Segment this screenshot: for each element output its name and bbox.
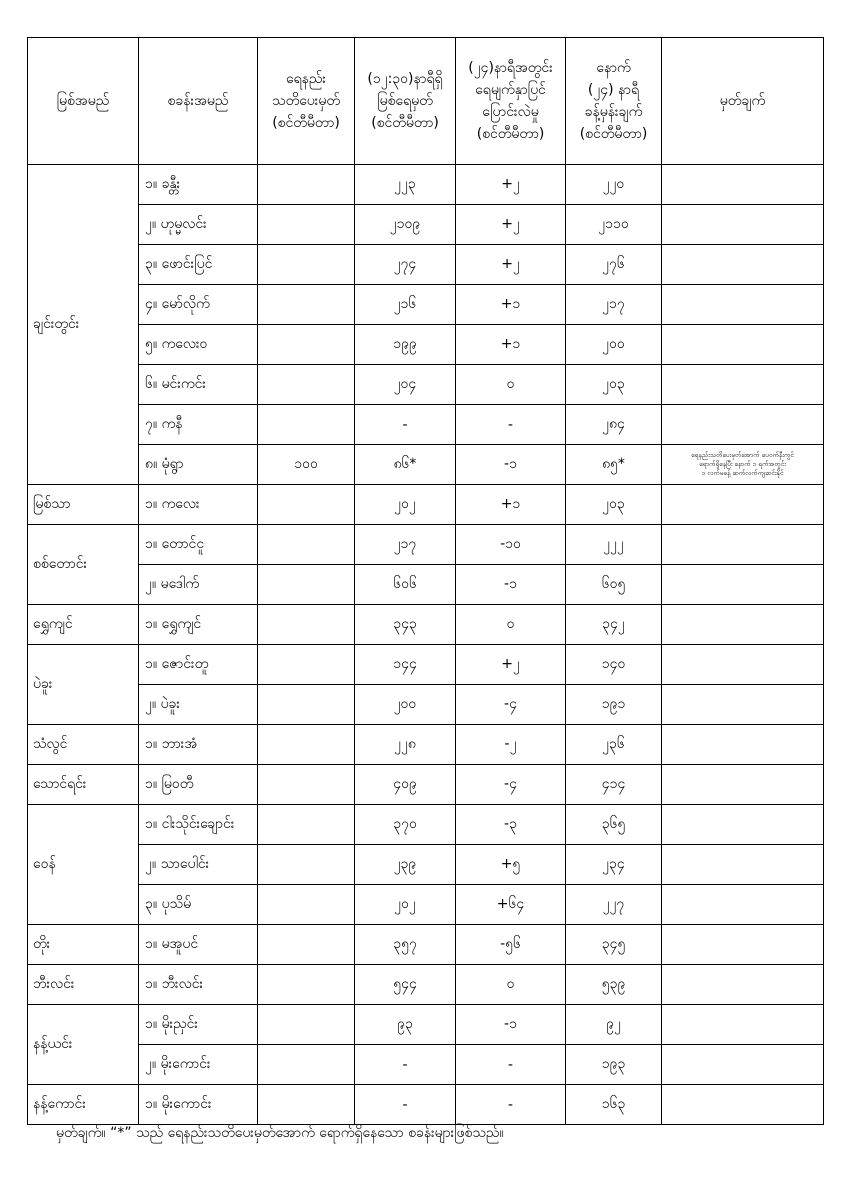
forecast-cell: ၂၀၃ bbox=[566, 485, 662, 525]
water-level-cell: ၁၄၄ bbox=[355, 645, 456, 685]
remark-cell bbox=[662, 965, 824, 1005]
remark-cell bbox=[662, 165, 824, 205]
station-name-cell: ၃။ ပုသိမ် bbox=[139, 885, 258, 925]
forecast-cell: ၂၀၀ bbox=[566, 325, 662, 365]
table-row bbox=[28, 405, 824, 445]
table-row bbox=[28, 485, 824, 525]
table-row bbox=[28, 285, 824, 325]
table-row bbox=[28, 805, 824, 845]
station-name-cell: ၁။ ရွှေကျင် bbox=[139, 605, 258, 645]
header-line: (၂၄)နာရီအတွင်း bbox=[468, 60, 553, 76]
table-row bbox=[28, 1085, 824, 1125]
water-level-cell: ၂၁၀၉ bbox=[355, 205, 456, 245]
change-cell: -၁ bbox=[456, 1005, 566, 1045]
change-cell: ၀ bbox=[456, 605, 566, 645]
low-water-warning-cell bbox=[258, 645, 355, 685]
table-row bbox=[28, 245, 824, 285]
station-name-cell: ၁။ တောင်ငူ bbox=[139, 525, 258, 565]
table-row bbox=[28, 1005, 824, 1045]
header-line: စခန်းအမည် bbox=[167, 93, 229, 109]
low-water-warning-cell bbox=[258, 405, 355, 445]
table-row bbox=[28, 845, 824, 885]
remark-cell bbox=[662, 925, 824, 965]
forecast-cell: ၂၂၀ bbox=[566, 165, 662, 205]
remark-cell bbox=[662, 205, 824, 245]
forecast-cell: ၂၂၂ bbox=[566, 525, 662, 565]
forecast-cell: ၅၃၉ bbox=[566, 965, 662, 1005]
header-low-water-warning bbox=[258, 38, 355, 165]
table-row bbox=[28, 565, 824, 605]
forecast-cell: ၂၃၄ bbox=[566, 845, 662, 885]
forecast-cell: ၉၂ bbox=[566, 1005, 662, 1045]
remark-cell bbox=[662, 285, 824, 325]
header-line: (၁၂:၃၀)နာရီရှိ bbox=[367, 71, 443, 87]
water-level-cell: ၂၀၄ bbox=[355, 365, 456, 405]
remark-cell bbox=[662, 405, 824, 445]
station-name-cell: ၃။ ဖောင်းပြင် bbox=[139, 245, 258, 285]
river-name-cell: မြစ်သာ bbox=[28, 485, 139, 525]
forecast-cell: ၂၂၇ bbox=[566, 885, 662, 925]
station-name-cell: ၁။ ဘီးလင်း bbox=[139, 965, 258, 1005]
table-body bbox=[28, 165, 824, 1125]
change-cell: +၁ bbox=[456, 285, 566, 325]
remark-cell bbox=[662, 765, 824, 805]
header-line: (စင်တီမီတာ) bbox=[272, 115, 340, 131]
table-row bbox=[28, 685, 824, 725]
water-level-sheet bbox=[27, 37, 823, 1125]
station-name-cell: ၁။ ဇောင်းတူ bbox=[139, 645, 258, 685]
change-cell: -၁၀ bbox=[456, 525, 566, 565]
table-row bbox=[28, 965, 824, 1005]
table-row bbox=[28, 1045, 824, 1085]
water-level-cell: ၆၀၆ bbox=[355, 565, 456, 605]
station-name-cell: ၁။ မအူပင် bbox=[139, 925, 258, 965]
water-level-cell: ၃၅၇ bbox=[355, 925, 456, 965]
low-water-warning-cell: ၁၀၀ bbox=[258, 445, 355, 485]
footnote: မှတ်ချက်။ “*” သည် ရေနည်းသတိပေးမှတ်အောက် ရောက်ရှိနေသော စခန်းများဖြစ်သည်။ bbox=[56, 1125, 504, 1141]
change-cell: -၁ bbox=[456, 565, 566, 605]
header-line: ရေမျက်နှာပြင် bbox=[475, 82, 546, 98]
header-line: သတိပေးမှတ် bbox=[272, 93, 340, 109]
table-header-row bbox=[28, 38, 824, 165]
river-name-cell: နန့်ယင်း bbox=[28, 1005, 139, 1085]
station-name-cell: ၁။ ငါးသိုင်းချောင်း bbox=[139, 805, 258, 845]
water-level-cell: ၈၆* bbox=[355, 445, 456, 485]
low-water-warning-cell bbox=[258, 885, 355, 925]
remark-cell bbox=[662, 685, 824, 725]
forecast-cell: ၁၉၃ bbox=[566, 1045, 662, 1085]
remark-cell bbox=[662, 525, 824, 565]
water-level-cell: ၂၁၇ bbox=[355, 525, 456, 565]
change-cell: -၄ bbox=[456, 765, 566, 805]
water-level-cell: - bbox=[355, 1045, 456, 1085]
forecast-cell: ၂၀၃ bbox=[566, 365, 662, 405]
header-24h-forecast bbox=[566, 38, 662, 165]
header-24h-change bbox=[456, 38, 566, 165]
river-name-cell: ပဲခူး bbox=[28, 645, 139, 725]
low-water-warning-cell bbox=[258, 845, 355, 885]
river-name-cell: တိုး bbox=[28, 925, 139, 965]
table-row bbox=[28, 765, 824, 805]
header-line: (စင်တီမီတာ) bbox=[579, 126, 648, 142]
change-cell: +၅ bbox=[456, 845, 566, 885]
remark-cell bbox=[662, 805, 824, 845]
low-water-warning-cell bbox=[258, 525, 355, 565]
remark-cell bbox=[662, 1045, 824, 1085]
change-cell: +၁ bbox=[456, 485, 566, 525]
river-name-cell: စစ်တောင်း bbox=[28, 525, 139, 605]
table-row bbox=[28, 165, 824, 205]
table-row bbox=[28, 885, 824, 925]
low-water-warning-cell bbox=[258, 165, 355, 205]
station-name-cell: ၁။ မြဝတီ bbox=[139, 765, 258, 805]
remark-cell bbox=[662, 725, 824, 765]
water-level-cell: ၁၉၉ bbox=[355, 325, 456, 365]
water-level-cell: ၃၇၀ bbox=[355, 805, 456, 845]
forecast-cell: ၂၈၄ bbox=[566, 405, 662, 445]
table-row bbox=[28, 725, 824, 765]
remark-line: ရေနည်းသတိပေးမှတ်အောက် ပေ၀က်နီးကွင် bbox=[691, 451, 794, 459]
change-cell: +၂ bbox=[456, 645, 566, 685]
water-level-cell: - bbox=[355, 405, 456, 445]
station-name-cell: ၈။ မုံရွာ bbox=[139, 445, 258, 485]
remark-cell bbox=[662, 445, 824, 485]
water-level-cell: ၂၀၀ bbox=[355, 685, 456, 725]
low-water-warning-cell bbox=[258, 245, 355, 285]
water-level-cell: ၂၃၉ bbox=[355, 845, 456, 885]
change-cell: - bbox=[456, 1045, 566, 1085]
low-water-warning-cell bbox=[258, 485, 355, 525]
remark-cell bbox=[662, 845, 824, 885]
remark-cell bbox=[662, 325, 824, 365]
remark-cell bbox=[662, 645, 824, 685]
low-water-warning-cell bbox=[258, 765, 355, 805]
water-level-cell: ၂၇၄ bbox=[355, 245, 456, 285]
header-line: (၂၄) နာရီ bbox=[587, 82, 640, 98]
station-name-cell: ၂။ မိုးကောင်း bbox=[139, 1045, 258, 1085]
remark-cell bbox=[662, 605, 824, 645]
table-row bbox=[28, 925, 824, 965]
change-cell: +၆၄ bbox=[456, 885, 566, 925]
water-level-cell: ၂၂၈ bbox=[355, 725, 456, 765]
low-water-warning-cell bbox=[258, 1005, 355, 1045]
low-water-warning-cell bbox=[258, 805, 355, 845]
low-water-warning-cell bbox=[258, 325, 355, 365]
river-name-cell: ချင်းတွင်း bbox=[28, 165, 139, 485]
header-line: မြစ်အမည် bbox=[56, 93, 110, 109]
remark-line: ရောက်ရှိနေပြီး နောက် ၁ ရက်အတွင်း bbox=[699, 460, 786, 468]
header-line: မြစ်ရေမှတ် bbox=[377, 93, 433, 109]
forecast-cell: ၂၁၁၀ bbox=[566, 205, 662, 245]
water-level-cell: ၅၄၄ bbox=[355, 965, 456, 1005]
forecast-cell: ၁၆၃ bbox=[566, 1085, 662, 1125]
header-line: မှတ်ချက် bbox=[719, 93, 766, 109]
table-row bbox=[28, 325, 824, 365]
change-cell: -၃ bbox=[456, 805, 566, 845]
station-name-cell: ၂။ ဟုမ္မလင်း bbox=[139, 205, 258, 245]
change-cell: +၂ bbox=[456, 245, 566, 285]
station-name-cell: ၁။ ကလေး bbox=[139, 485, 258, 525]
change-cell: ၀ bbox=[456, 965, 566, 1005]
water-level-cell: ၃၄၃ bbox=[355, 605, 456, 645]
station-name-cell: ၂။ သာပေါင်း bbox=[139, 845, 258, 885]
table-row bbox=[28, 525, 824, 565]
change-cell: +၁ bbox=[456, 325, 566, 365]
low-water-warning-cell bbox=[258, 925, 355, 965]
remark-cell bbox=[662, 1085, 824, 1125]
water-level-cell: ၉၃ bbox=[355, 1005, 456, 1045]
station-name-cell: ၁။ မိုးကောင်း bbox=[139, 1085, 258, 1125]
table-row bbox=[28, 205, 824, 245]
remark-cell bbox=[662, 885, 824, 925]
header-line: (စင်တီမီတာ) bbox=[371, 115, 439, 131]
remark-cell bbox=[662, 245, 824, 285]
water-level-cell: ၂၂၃ bbox=[355, 165, 456, 205]
low-water-warning-cell bbox=[258, 725, 355, 765]
remark-cell bbox=[662, 485, 824, 525]
low-water-warning-cell bbox=[258, 365, 355, 405]
water-level-cell: - bbox=[355, 1085, 456, 1125]
header-water-level bbox=[355, 38, 456, 165]
river-name-cell: သံလွင် bbox=[28, 725, 139, 765]
remark-cell bbox=[662, 365, 824, 405]
water-level-cell: ၄၀၉ bbox=[355, 765, 456, 805]
header-line: ရေနည်း bbox=[286, 71, 326, 87]
station-name-cell: ၁။ ခန္တီး bbox=[139, 165, 258, 205]
table-row bbox=[28, 445, 824, 485]
change-cell: - bbox=[456, 405, 566, 445]
remark-cell bbox=[662, 1005, 824, 1045]
low-water-warning-cell bbox=[258, 685, 355, 725]
station-name-cell: ၁။ မိုးညှင်း bbox=[139, 1005, 258, 1045]
water-level-cell: ၂၀၂ bbox=[355, 885, 456, 925]
table-row bbox=[28, 605, 824, 645]
forecast-cell: ၄၁၄ bbox=[566, 765, 662, 805]
low-water-warning-cell bbox=[258, 205, 355, 245]
station-name-cell: ၆။ မင်းကင်း bbox=[139, 365, 258, 405]
station-name-cell: ၇။ ကနီ bbox=[139, 405, 258, 445]
header-line: နောက် bbox=[596, 60, 631, 76]
low-water-warning-cell bbox=[258, 965, 355, 1005]
remark-line: ၁ လက်မခန့် ဆက်လက်ကျဆင်းနိုင် bbox=[701, 469, 784, 477]
forecast-cell: ၃၆၅ bbox=[566, 805, 662, 845]
forecast-cell: ၈၅* bbox=[566, 445, 662, 485]
forecast-cell: ၁၉၁ bbox=[566, 685, 662, 725]
low-water-warning-cell bbox=[258, 565, 355, 605]
station-name-cell: ၅။ ကလေးဝ bbox=[139, 325, 258, 365]
river-name-cell: ဝေန် bbox=[28, 805, 139, 925]
river-name-cell: ဘီးလင်း bbox=[28, 965, 139, 1005]
forecast-cell: ၃၄၅ bbox=[566, 925, 662, 965]
water-level-cell: ၂၀၂ bbox=[355, 485, 456, 525]
station-name-cell: ၂။ ပဲခူး bbox=[139, 685, 258, 725]
change-cell: +၂ bbox=[456, 165, 566, 205]
change-cell: -၂ bbox=[456, 725, 566, 765]
change-cell: -၄ bbox=[456, 685, 566, 725]
river-name-cell: သောင်ရင်း bbox=[28, 765, 139, 805]
low-water-warning-cell bbox=[258, 285, 355, 325]
river-name-cell: ရွှေကျင် bbox=[28, 605, 139, 645]
water-level-cell: ၂၁၆ bbox=[355, 285, 456, 325]
header-remarks bbox=[662, 38, 824, 165]
change-cell: +၂ bbox=[456, 205, 566, 245]
low-water-warning-cell bbox=[258, 1085, 355, 1125]
header-station-name bbox=[139, 38, 258, 165]
low-water-warning-cell bbox=[258, 605, 355, 645]
change-cell: - bbox=[456, 1085, 566, 1125]
forecast-cell: ၆၀၅ bbox=[566, 565, 662, 605]
forecast-cell: ၂၃၆ bbox=[566, 725, 662, 765]
table-row bbox=[28, 365, 824, 405]
header-line: ခန့်မှန်းချက် bbox=[584, 104, 643, 120]
remark-cell bbox=[662, 565, 824, 605]
header-line: ပြောင်းလဲမှု bbox=[482, 104, 539, 120]
forecast-cell: ၃၄၂ bbox=[566, 605, 662, 645]
station-name-cell: ၂။ မဒေါက် bbox=[139, 565, 258, 605]
station-name-cell: ၄။ မော်လိုက် bbox=[139, 285, 258, 325]
station-name-cell: ၁။ ဘားအံ bbox=[139, 725, 258, 765]
river-name-cell: နန့်ကောင်း bbox=[28, 1085, 139, 1125]
low-water-warning-cell bbox=[258, 1045, 355, 1085]
water-level-table bbox=[27, 37, 824, 1125]
header-line: (စင်တီမီတာ) bbox=[476, 126, 545, 142]
change-cell: ၀ bbox=[456, 365, 566, 405]
change-cell: -၅၆ bbox=[456, 925, 566, 965]
table-row bbox=[28, 645, 824, 685]
change-cell: -၁ bbox=[456, 445, 566, 485]
forecast-cell: ၁၄၀ bbox=[566, 645, 662, 685]
forecast-cell: ၂၇၆ bbox=[566, 245, 662, 285]
forecast-cell: ၂၁၇ bbox=[566, 285, 662, 325]
header-river-name bbox=[28, 38, 139, 165]
